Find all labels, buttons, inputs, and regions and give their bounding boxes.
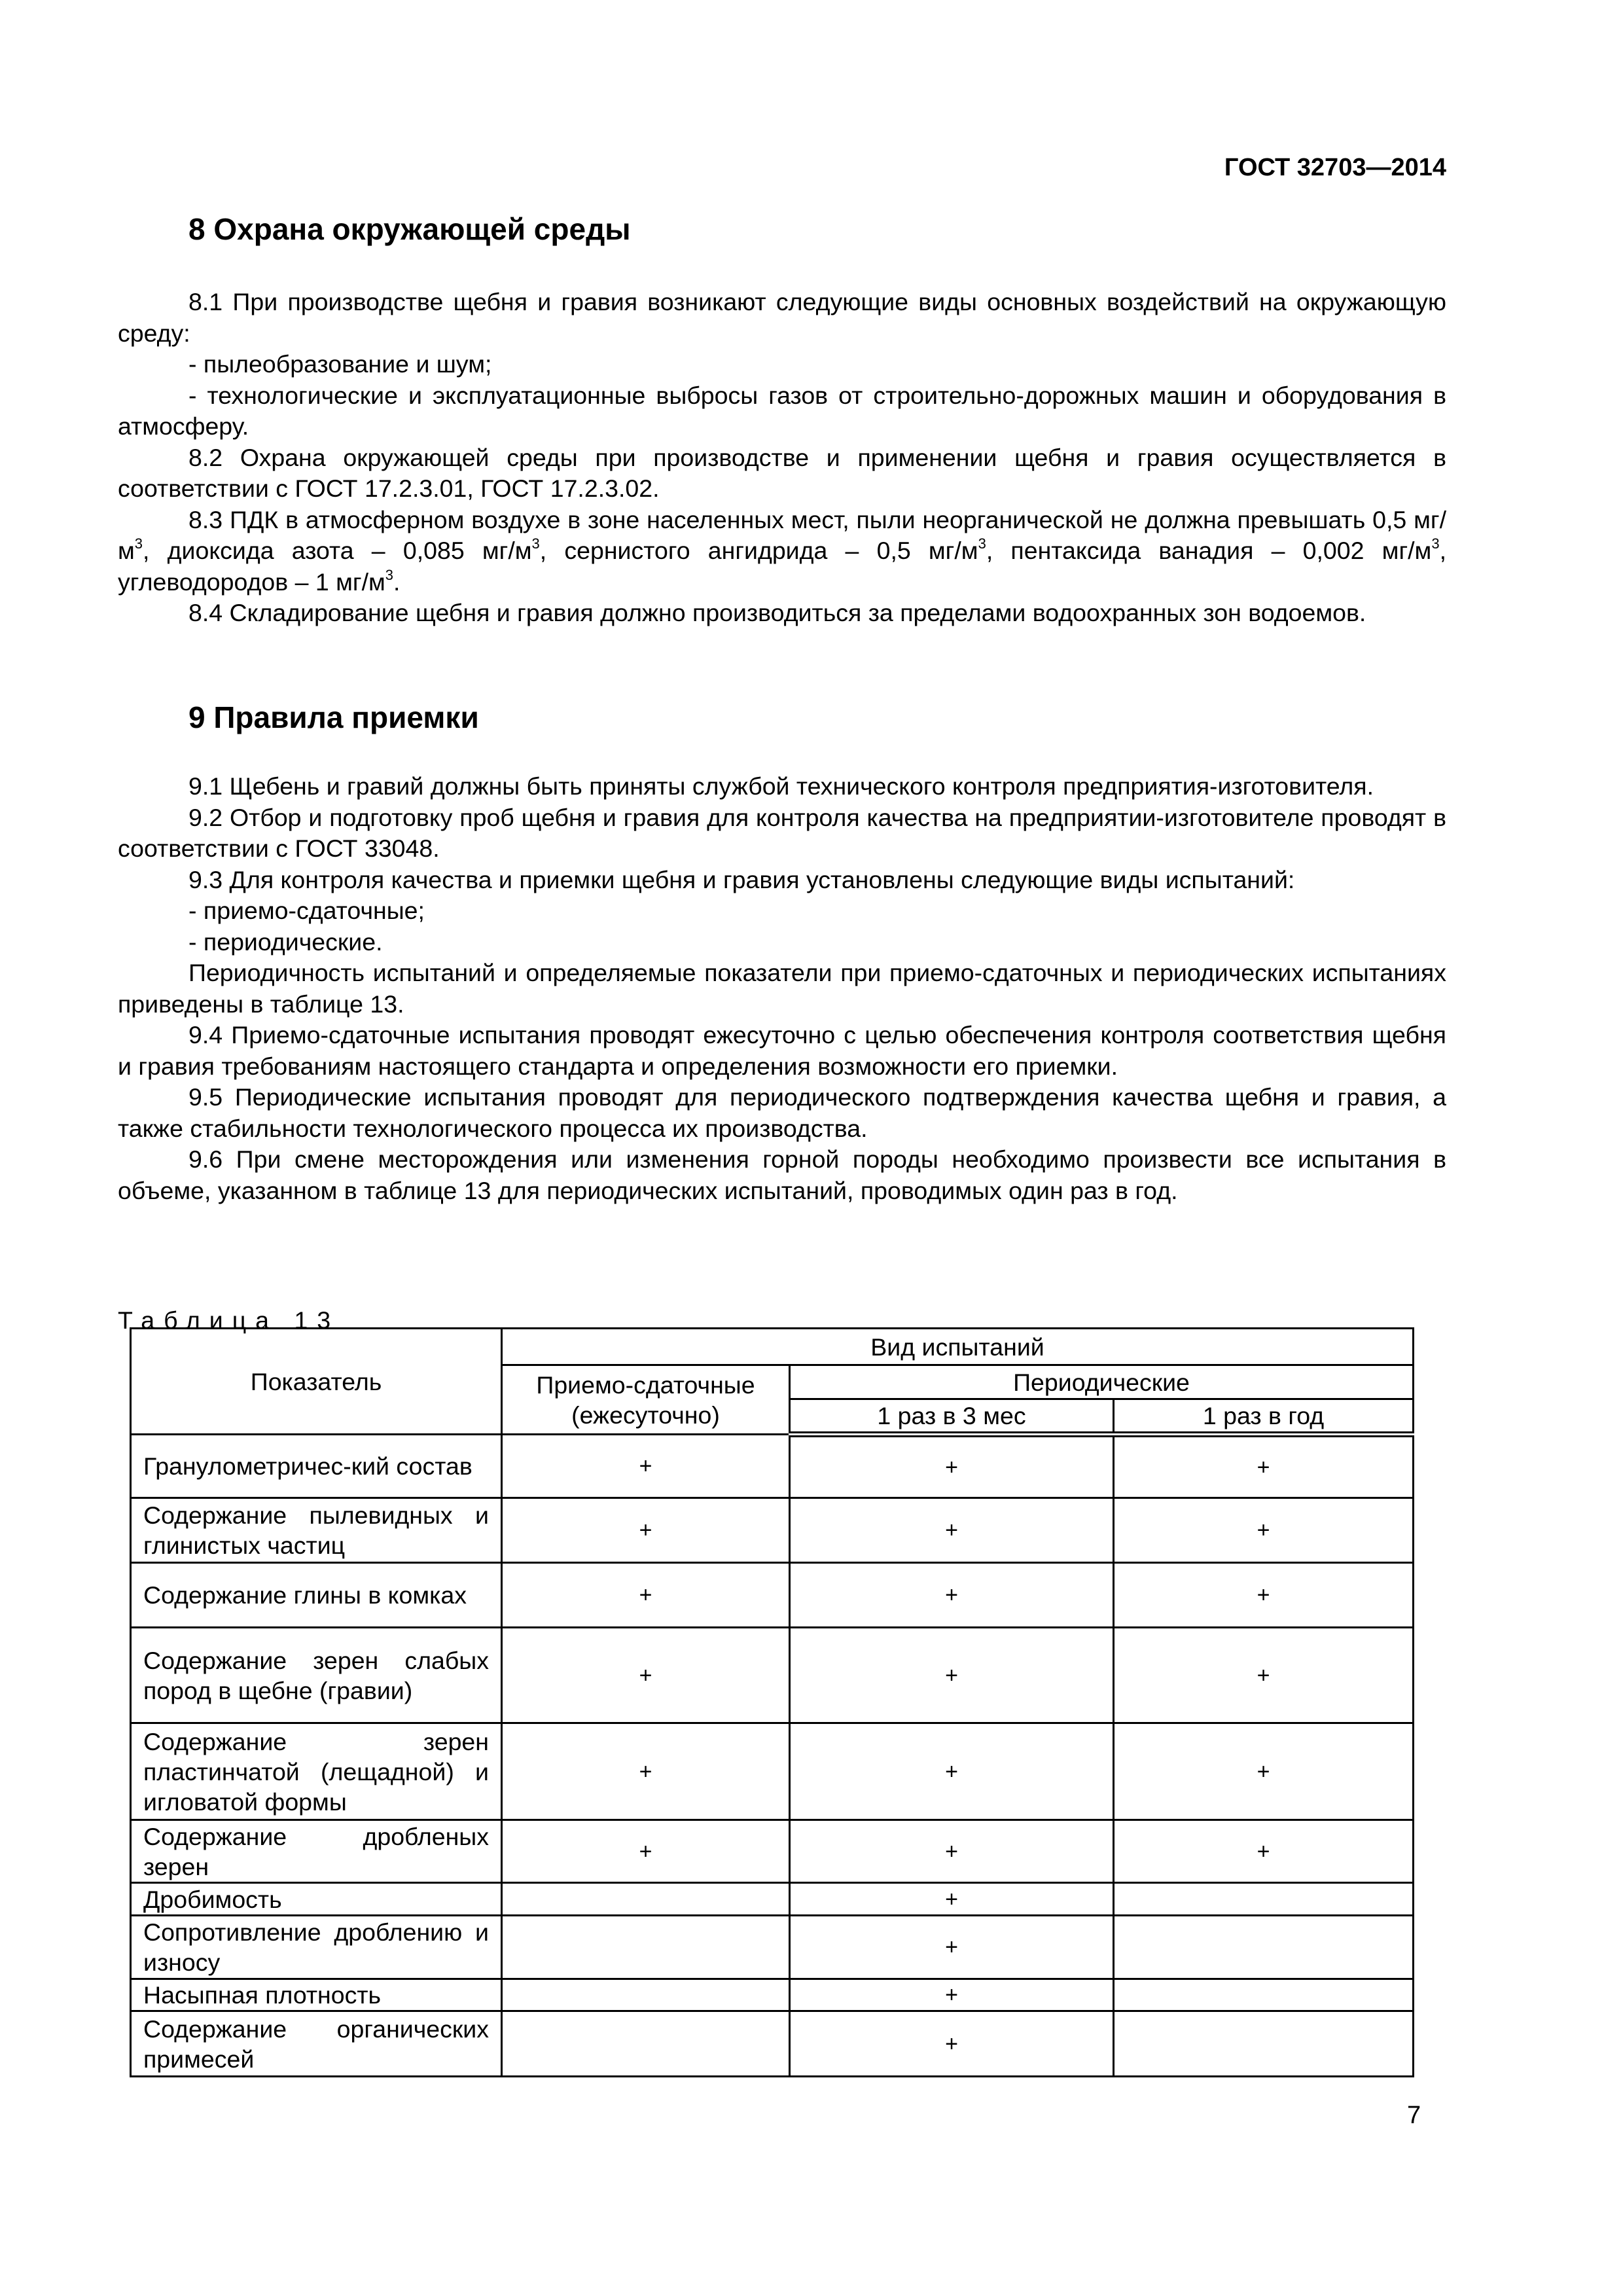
paragraph-9-1: 9.1 Щебень и гравий должны быть приняты службой технического контроля предприятия-изготовителя. xyxy=(188,772,1374,800)
table-row: Насыпная плотность + xyxy=(131,1979,1414,2011)
document-code: ГОСТ 32703—2014 xyxy=(1224,154,1446,181)
table-row: Содержание глины в комках + + + xyxy=(131,1563,1414,1628)
list-item: - пылеобразование и шум; xyxy=(188,350,492,378)
paragraph-9-4: 9.4 Приемо-сдаточные испытания проводят ежесуточно с целью обеспечения контроля соответствия щебня и гравия требованиям настоящего стандарта и определения возможности его приемки. xyxy=(118,1021,1446,1080)
table-row: Содержание органических примесей + xyxy=(131,2011,1414,2077)
section-8-title: 8 Охрана окружающей среды xyxy=(188,212,631,246)
paragraph-8-1: 8.1 При производстве щебня и гравия возникают следующие виды основных воздействий на окружающую среду: xyxy=(118,288,1446,347)
table-row: Гранулометричес-кий состав + + + xyxy=(131,1435,1414,1498)
table-13 xyxy=(130,1327,1414,2077)
header-test-type: Вид испытаний xyxy=(502,1329,1414,1365)
header-periodic: Периодические xyxy=(790,1365,1414,1399)
header-every-3-months: 1 раз в 3 мес xyxy=(790,1399,1114,1435)
paragraph-9-2: 9.2 Отбор и подготовку проб щебня и гравия для контроля качества на предприятии-изготовителе проводят в соответствии с ГОСТ 33048. xyxy=(118,803,1446,862)
table-row: Содержание зерен пластинчатой (лещадной) и игловатой формы + + + xyxy=(131,1723,1414,1820)
paragraph-periodicity: Периодичность испытаний и определяемые показатели при приемо-сдаточных и периодических испытаниях приведены в таблице 13. xyxy=(118,959,1446,1018)
paragraph-8-3: 8.3 ПДК в атмосферном воздухе в зоне населенных мест, пыли неорганической не должна превышать 0,5 $мг/м^3$, диоксида азота – 0,085 $мг/м^3$, сернистого ангидрида – 0,5 $мг/м^3$, пентаксида ванадия – 0,002 $мг/м^3$, углеводородов – 1 $мг/м^3$. xyxy=(118,505,1446,596)
paragraph-9-3: 9.3 Для контроля качества и приемки щебня и гравия установлены следующие виды испытаний: xyxy=(188,865,1295,893)
page-number: 7 xyxy=(1407,2102,1421,2129)
table-row: Содержание пылевидных и глинистых частиц + + + xyxy=(131,1498,1414,1563)
table-row: Сопротивление дроблению и износу + xyxy=(131,1916,1414,1979)
section-9-title: 9 Правила приемки xyxy=(188,700,479,734)
table-caption: Таблица 13 xyxy=(118,1306,340,1334)
table-row: Дробимость + xyxy=(131,1883,1414,1916)
header-indicator: Показатель xyxy=(131,1329,502,1435)
list-item: - технологические и эксплуатационные выбросы газов от строительно-дорожных машин и оборудования в атмосферу. xyxy=(118,381,1446,440)
table-row: Содержание дробленых зерен + + + xyxy=(131,1820,1414,1883)
paragraph-8-2: 8.2 Охрана окружающей среды при производстве и применении щебня и гравия осуществляется в соответствии с ГОСТ 17.2.3.01, ГОСТ 17.2.3.02. xyxy=(118,443,1446,502)
header-once-a-year: 1 раз в год xyxy=(1114,1399,1414,1435)
paragraph-9-6: 9.6 При смене месторождения или изменения горной породы необходимо произвести все испытания в объеме, указанном в таблице 13 для периодических испытаний, проводимых один раз в год. xyxy=(118,1145,1446,1204)
table-row: Содержание зерен слабых пород в щебне (гравии) + + + xyxy=(131,1628,1414,1723)
section-9-body xyxy=(118,771,1446,1206)
list-item: - приемо-сдаточные; xyxy=(188,897,425,924)
section-8-body xyxy=(118,287,1446,629)
header-acceptance: Приемо-сдаточные (ежесуточно) xyxy=(502,1365,790,1435)
paragraph-8-4: 8.4 Складирование щебня и гравия должно производиться за пределами водоохранных зон водоемов. xyxy=(188,599,1366,626)
list-item: - периодические. xyxy=(188,927,383,956)
paragraph-9-5: 9.5 Периодические испытания проводят для периодического подтверждения качества щебня и гравия, а также стабильности технологического процесса их производства. xyxy=(118,1083,1446,1142)
